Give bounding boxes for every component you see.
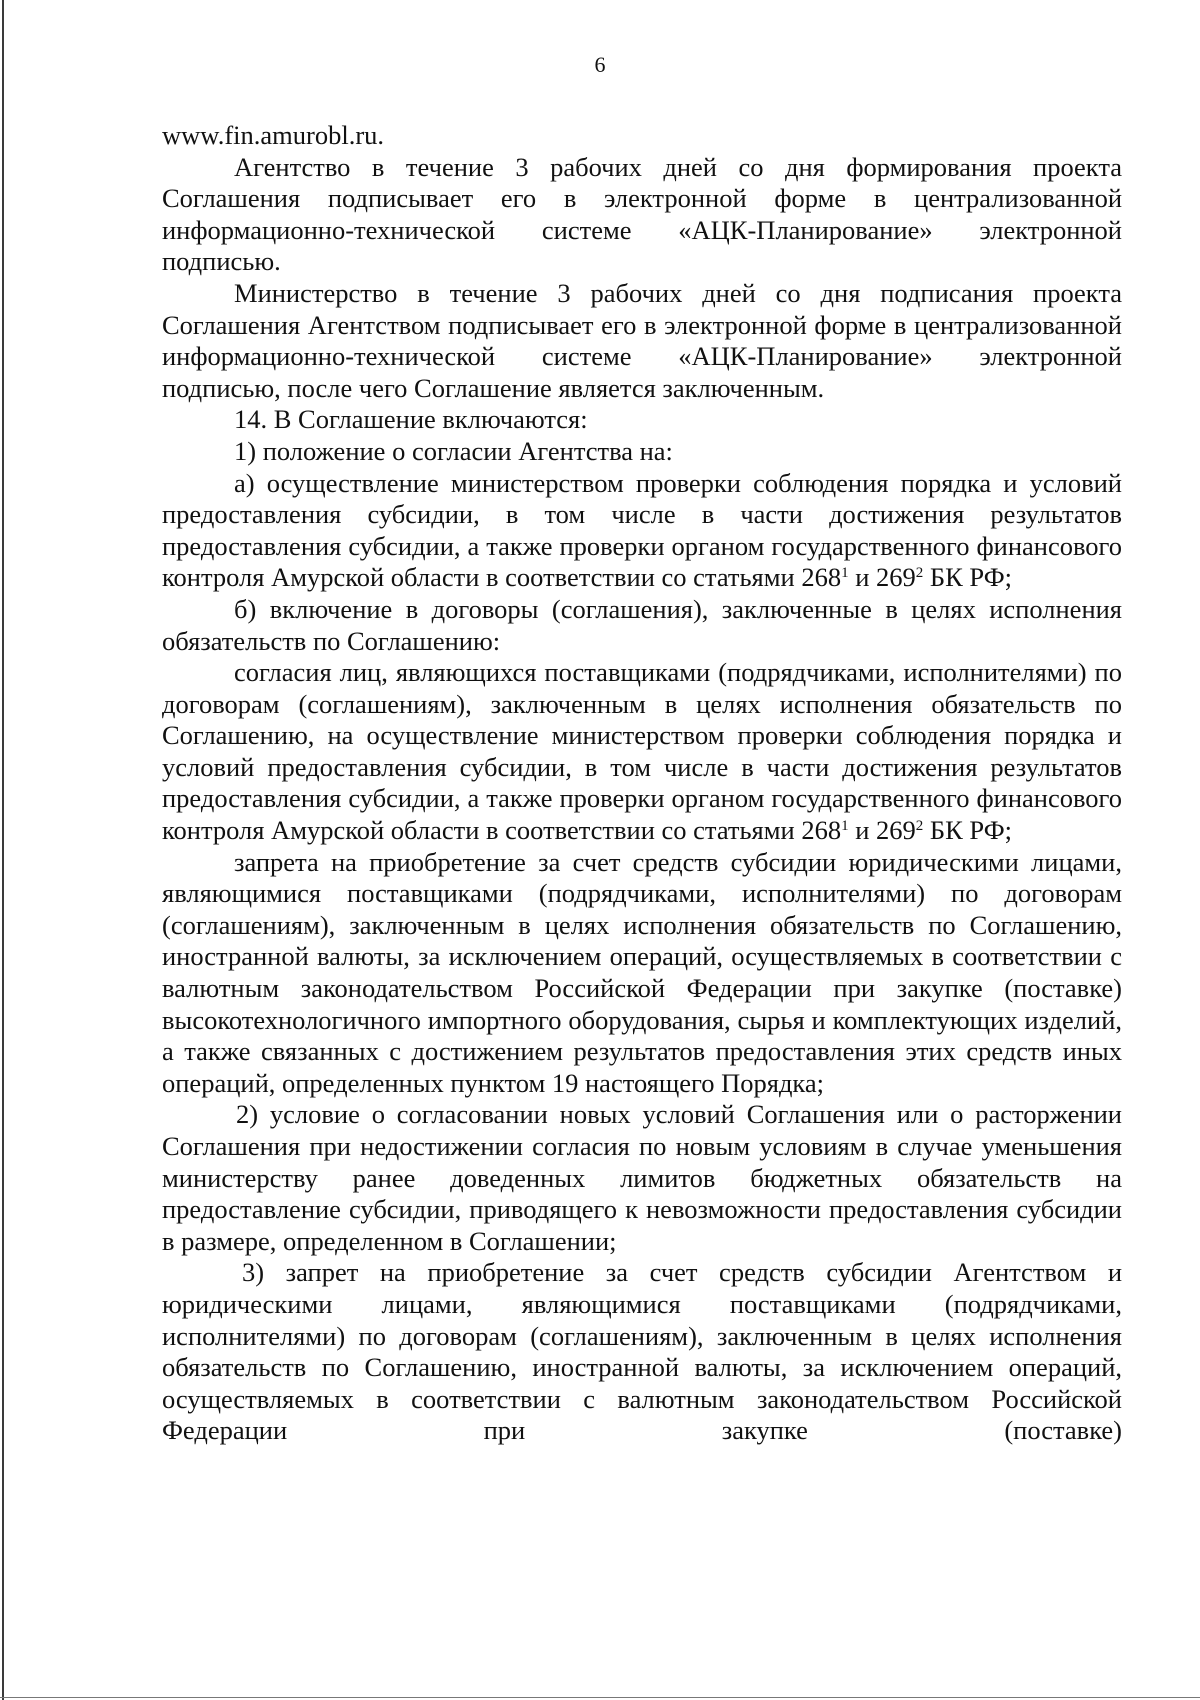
paragraph-item-1a: а) осуществление министерством проверки соблюдения порядка и условий предоставления субсидии, в том числе в части достижения результатов предоставления субсидии, а также проверки органом государственного финансового контроля Амурской области в соответствии со статьями $268^1$ и $269^2$ БК РФ; <box>162 467 1122 593</box>
scan-bottom-edge <box>0 1697 1200 1698</box>
paragraph-item-14: 14. В Соглашение включаются: <box>234 404 588 435</box>
paragraph-prohibition: запрета на приобретение за счет средств субсидии юридическими лицами, являющимися поставщиками (подрядчиками, исполнителями) по договорам (соглашениям), заключенным в целях исполнения обязательств по Соглашению, иностранной валюты, за исключением операций, осуществляемых в соответствии с валютным законодательством Российской Федерации при закупке (поставке) высокотехнологичного импортного оборудования, сырья и комплектующих изделий, а также связанных с достижением результатов предоставления этих средств иных операций, определенных пунктом 19 настоящего Порядка; <box>162 846 1122 1098</box>
document-body <box>162 120 1122 1447</box>
paragraph-item-1b: б) включение в договоры (соглашения), заключенные в целях исполнения обязательств по Соглашению: <box>162 593 1122 656</box>
paragraph-agency-signing: Агентство в течение 3 рабочих дней со дня формирования проекта Соглашения подписывает его в электронной форме в централизованной информационно-технической системе «АЦК-Планирование» электронной подписью. <box>162 151 1122 277</box>
paragraph-consent: согласия лиц, являющихся поставщиками (подрядчиками, исполнителями) по договорам (соглашениям), заключенным в целях исполнения обязательств по Соглашению, на осуществление министерством проверки соблюдения порядка и условий предоставления субсидии, в том числе в части достижения результатов предоставления субсидии, а также проверки органом государственного финансового контроля Амурской области в соответствии со статьями $268^1$ и $269^2$ БК РФ; <box>162 657 1122 846</box>
paragraph-item-3: 3) запрет на приобретение за счет средств субсидии Агентством и юридическими лицами, являющимися поставщиками (подрядчиками, исполнителями) по договорам (соглашениям), заключенным в целях исполнения обязательств по Соглашению, иностранной валюты, за исключением операций, осуществляемых в соответствии с валютным законодательством Российской Федерации при закупке (поставке) <box>162 1257 1122 1446</box>
page-number: 6 <box>594 52 606 77</box>
scan-left-edge <box>2 0 4 1700</box>
paragraph-ministry-signing: Министерство в течение 3 рабочих дней со дня подписания проекта Соглашения Агентством подписывает его в электронной форме в централизованной информационно-технической системе «АЦК-Планирование» электронной подписью, после чего Соглашение является заключенным. <box>162 277 1122 403</box>
paragraph-url: www.fin.amurobl.ru. <box>162 120 385 150</box>
paragraph-item-1: 1) положение о согласии Агентства на: <box>234 435 673 466</box>
paragraph-item-2: 2) условие о согласовании новых условий Соглашения или о расторжении Соглашения при недостижении согласия по новым условиям в случае уменьшения министерству ранее доведенных лимитов бюджетных обязательств на предоставление субсидии, приводящего к невозможности предоставления субсидии в размере, определенном в Соглашении; <box>162 1099 1122 1256</box>
